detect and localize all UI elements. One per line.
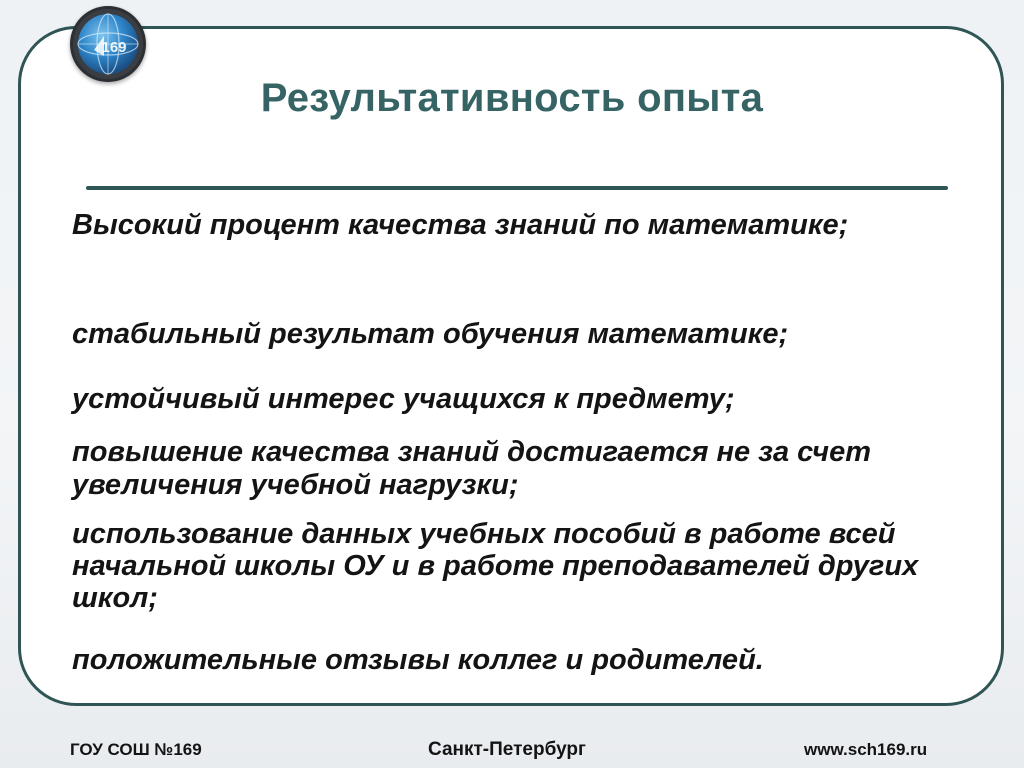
- title-divider: [86, 186, 948, 190]
- list-item: использование данных учебных пособий в работе всей начальной школы ОУ и в работе преподавателей других школ;: [72, 518, 919, 614]
- footer-school-name: ГОУ СОШ №169: [70, 740, 202, 759]
- school-emblem-icon: [70, 6, 146, 82]
- list-item: повышение качества знаний достигается не за счет увеличения учебной нагрузки;: [72, 436, 872, 501]
- footer-city: Санкт-Петербург: [428, 739, 586, 760]
- list-item: положительные отзывы коллег и родителей.: [72, 644, 764, 676]
- list-item: устойчивый интерес учащихся к предмету;: [72, 383, 735, 415]
- list-item: стабильный результат обучения математике;: [72, 318, 789, 350]
- logo-text: 169: [101, 39, 127, 56]
- list-item: Высокий процент качества знаний по математике;: [72, 209, 849, 241]
- footer-website: www.sch169.ru: [804, 740, 928, 759]
- slide-title: Результативность опыта: [260, 76, 764, 120]
